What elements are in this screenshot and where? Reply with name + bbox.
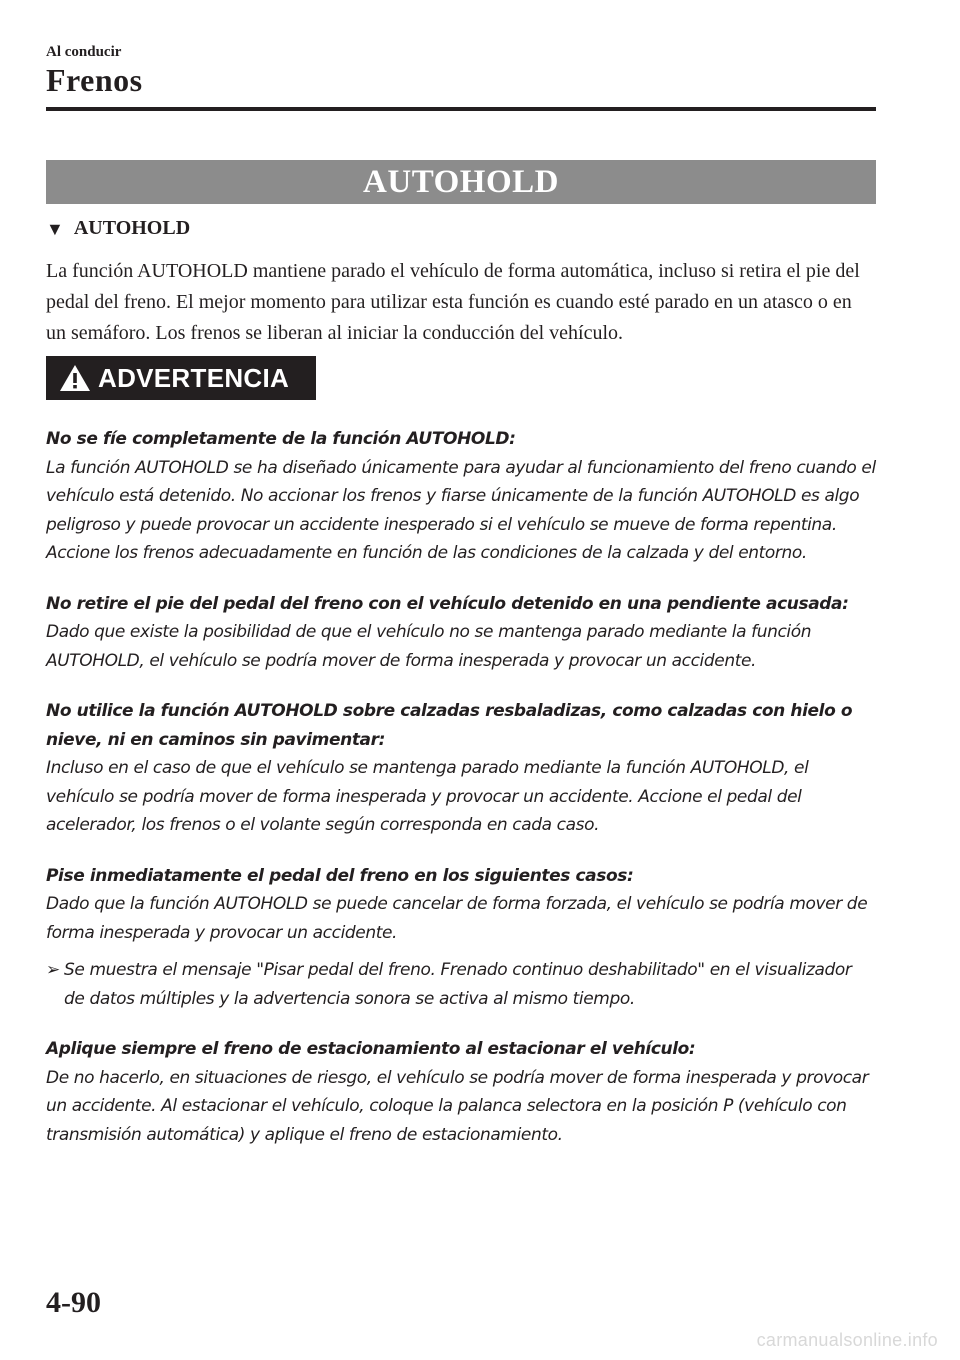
header-divider [46, 107, 876, 111]
intro-paragraph: La función AUTOHOLD mantiene parado el vehículo de forma automática, incluso si retira el pie del pedal del freno. El mejor momento para utilizar esta función es cuando esté parado en un atasco o en un semáforo. Los frenos se liberan al iniciar la conducción del vehículo. [46, 260, 860, 344]
warning-item [46, 862, 876, 1014]
down-triangle-icon: ▼ [46, 218, 64, 239]
subheading [46, 217, 190, 240]
warning-item [46, 697, 876, 840]
header-section-label: Al conducir [46, 44, 122, 60]
warning-badge [46, 356, 316, 400]
warning-item [46, 590, 876, 676]
warning-item-body: La función AUTOHOLD se ha diseñado únicamente para ayudar al funcionamiento del freno cuando el vehículo está detenido. No accionar los frenos y fiarse únicamente de la función AUTOHOLD es algo peligroso y puede provocar un accidente inesperado si el vehículo se mueve de forma repentina. Accione los frenos adecuadamente en función de las condiciones de la calzada y del entorno. [46, 457, 876, 563]
warning-item-title: No se fíe completamente de la función AUTOHOLD: [46, 429, 516, 449]
warning-triangle-icon [58, 363, 92, 393]
warning-item-title: Aplique siempre el freno de estacionamiento al estacionar el vehículo: [46, 1039, 696, 1059]
bullet-text: Se muestra el mensaje "Pisar pedal del freno. Frenado continuo deshabilitado" en el visualizador de datos múltiples y la advertencia sonora se activa al mismo tiempo. [64, 960, 852, 1009]
section-banner: AUTOHOLD [46, 160, 876, 204]
warning-item-body: Incluso en el caso de que el vehículo se mantenga parado mediante la función AUTOHOLD, el vehículo se podría mover de forma inesperada y provocar un accidente. Accione el pedal del acelerador, los frenos o el volante según corresponda en cada caso. [46, 758, 809, 835]
warning-item [46, 1035, 876, 1149]
bullet-item [46, 956, 876, 1013]
warning-list [46, 425, 876, 1171]
warning-label: ADVERTENCIA [98, 362, 290, 393]
warning-item-body: Dado que la función AUTOHOLD se puede cancelar de forma forzada, el vehículo se podría mover de forma inesperada y provocar un accidente. [46, 894, 868, 943]
page-number: 4-90 [46, 1286, 101, 1319]
warning-item [46, 425, 876, 568]
warning-item-title: No retire el pie del pedal del freno con el vehículo detenido en una pendiente acusada: [46, 593, 849, 614]
header-chapter-title: Frenos [46, 62, 143, 98]
subheading-text: AUTOHOLD [73, 217, 191, 239]
warning-item-body: Dado que existe la posibilidad de que el vehículo no se mantenga parado mediante la función AUTOHOLD, el vehículo se podría mover de forma inesperada y provocar un accidente. [46, 622, 812, 671]
arrow-bullet-icon: ➢ [46, 960, 60, 980]
warning-item-body: De no hacerlo, en situaciones de riesgo, el vehículo se podría mover de forma inesperada y provocar un accidente. Al estacionar el vehículo, coloque la palanca selectora en la posición P (vehículo con transmisión automática) y aplique el freno de estacionamiento. [46, 1067, 869, 1145]
warning-item-title: Pise inmediatamente el pedal del freno en los siguientes casos: [46, 865, 634, 886]
watermark: carmanualsonline.info [756, 1330, 938, 1350]
warning-item-title: No utilice la función AUTOHOLD sobre calzadas resbaladizas, como calzadas con hielo o nieve, ni en caminos sin pavimentar: [46, 701, 853, 750]
